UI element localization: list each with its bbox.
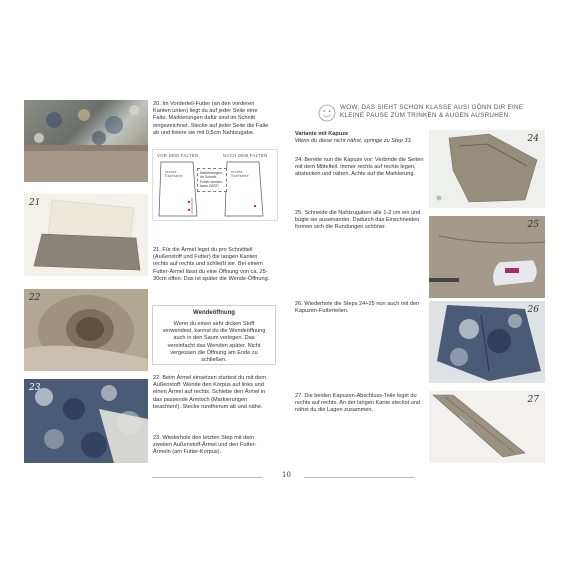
smiley-face-icon: [318, 104, 336, 122]
photo-24-number: 24: [527, 134, 539, 144]
tip-box-turning-opening: [152, 305, 276, 365]
page-number: 10: [282, 471, 291, 479]
diagram-before-label: VOR DEM FALTEN: [157, 153, 199, 158]
photo-27-number: 27: [527, 395, 539, 405]
photo-step-20: [24, 100, 148, 182]
diagram-after-label: NACH DEM FALTEN: [223, 153, 268, 158]
footer-line-left: [152, 477, 262, 478]
sleeve-pieces-illustration: [24, 194, 148, 276]
photo-step-22: [24, 289, 148, 371]
step-27-text: 27. Die beiden Kapuzen-Abschluss-Teile legst du rechts auf rechts. An der langen Kante steckst und nähst du die Lagen zusammen.: [295, 393, 421, 414]
photo-25-number: 25: [527, 220, 539, 230]
step-21-text: 21. Für die Ärmel legst du pro Schnittteil (Außenstoff und Futter) die langen Kanten rechts auf rechts und schließt sie. Bei einem Futter-Ärmel lässt du eine Öffnung von ca. 25-30cm offen. Das ist später die Wende-Öffnung.: [153, 247, 270, 282]
diagram-piece-label-2: rechte Stoffseite: [231, 170, 249, 178]
floral-fabric-illustration: [24, 100, 148, 182]
photo-step-21: [24, 194, 148, 276]
step-23-text: 23. Wiederhole den letzten Step mit dem zweiten Außenstoff-Ärmel und den Futter-Ärmeln (am Futter-Korpus).: [153, 435, 257, 456]
photo-23-number: 23: [29, 383, 41, 393]
photo-22-number: 22: [29, 293, 41, 303]
step-26-text: 26. Wiederhole die Steps 24+25 nun auch mit den Kapuzen-Futterteilen.: [295, 301, 420, 315]
photo-step-23: [24, 379, 148, 463]
book-spread: [4, 75, 566, 497]
photo-26-number: 26: [527, 305, 539, 315]
photo-step-25: [429, 216, 545, 298]
variant-title: [295, 131, 425, 145]
tip-box-text: Wenn du einen sehr dicken Stoff verwendest, kannst du die Wendeöffnung auch in den Saum verlegen. Das vereinfacht das Wenden später. Nicht vergessen die Öffnung am Ende zu schließen.: [162, 321, 266, 364]
footer-line-right: [304, 477, 414, 478]
photo-step-24: [429, 130, 545, 208]
sleeve-insert-illustration: [24, 289, 148, 371]
photo-21-number: 21: [29, 198, 41, 208]
variant-title-text: Variante mit Kapuze: [295, 131, 349, 137]
step-25-text: 25. Schneide die Nahtzugaben alle 1-2 cm ein und bügle sie auseinander. Dadurch das Einschneiden formen sich die Rundungen schöner.: [295, 210, 421, 231]
step-22-text: 22. Beim Ärmel einsetzen startest du mit dem Außenstoff: Wende den Korpus auf links und einen Ärmel auf rechts. Schiebe den Ärmel in das passende Armloch (Markierungen beachten!). Stecke rundherum ab und nähe.: [153, 375, 266, 410]
photo-step-27: [429, 391, 545, 463]
variant-subtitle: Wenn du diese nicht nähst, springe zu Step 33.: [295, 138, 413, 145]
diagram-piece-label-1: rechte Stoffseite: [165, 170, 183, 178]
floral-jacket-illustration: [24, 379, 148, 463]
encouragement-tip: WOW, DAS SIEHT SCHON KLASSE AUS! GÖNN DIR EINE KLEINE PAUSE ZUM TRINKEN & AUGEN AUSRUHEN.: [340, 104, 524, 119]
step-20-text: 20. Im Vorderteil-Futter (an den vorderen Kanten unten) liegt du auf jeder Seite eine Falte. Markierungen dafür sind im Schnitt eingezeichnet. Stecke auf jeder Seite die Falte ab und fixiere sie mit 0,5cm Nahtzugabe.: [153, 101, 269, 136]
photo-step-26: [429, 301, 545, 383]
tip-box-title: Wendeöffnung: [193, 310, 235, 316]
diagram-folding: [152, 149, 278, 221]
diagram-note: Markierungen im Schnitt-Futter werden kann ZAST!: [197, 168, 227, 192]
step-24-text: 24. Bereite nun die Kapuze vor: Verbinde die Seiten mit dem Mittelteil. Immer rechts auf rechts legen, abstecken und nähen. Achte auf die Markierung.: [295, 157, 424, 178]
